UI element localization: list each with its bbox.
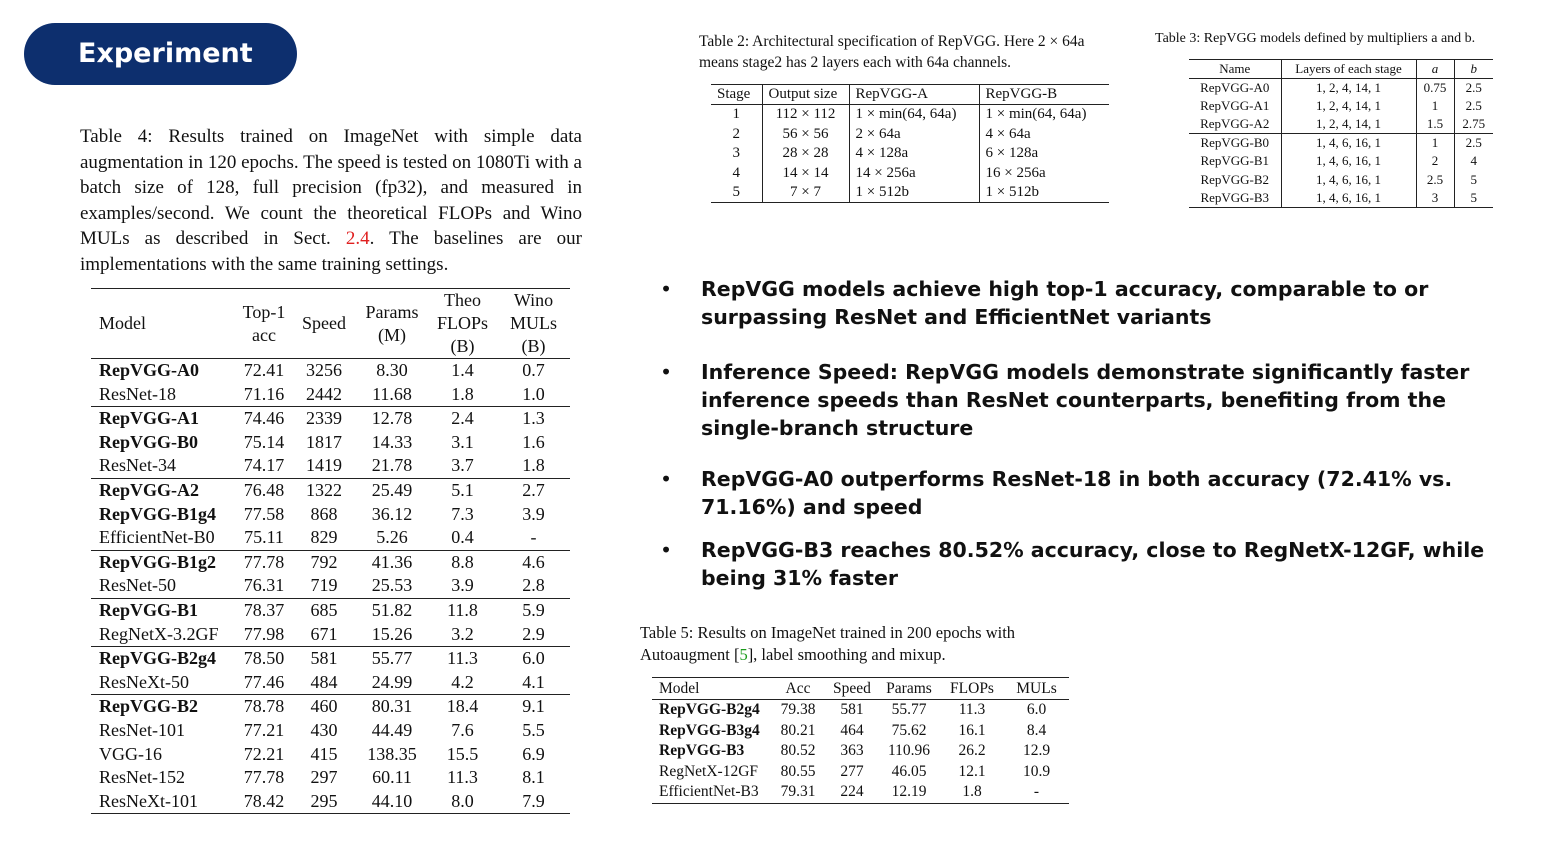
table-row xyxy=(91,383,570,407)
table-cell: 79.31 xyxy=(780,783,816,801)
table-cell: 2 × 64a xyxy=(849,125,979,144)
table-cell: 14.33 xyxy=(371,431,413,452)
table-cell: 1 × 512b xyxy=(849,183,979,203)
table-cell: 1.4 xyxy=(451,360,474,380)
section-badge: Experiment xyxy=(24,23,297,85)
table-cell: 277 xyxy=(840,762,864,780)
bullet-marker: • xyxy=(660,538,673,562)
table-cell: 719 xyxy=(310,575,338,596)
table-row xyxy=(91,766,570,790)
table-cell: 2.4 xyxy=(428,407,497,431)
table-cell: 3.7 xyxy=(451,455,474,476)
table-cell: EfficientNet-B0 xyxy=(99,527,215,548)
table-cell: 80.31 xyxy=(356,695,428,719)
table-cell: 0.75 xyxy=(1416,79,1454,98)
table-cell: 5 xyxy=(732,184,740,201)
bullet-marker: • xyxy=(660,467,673,491)
col-muls: MULs xyxy=(1004,678,1069,700)
table-cell: 16 × 256a xyxy=(979,164,1109,183)
table-cell: 7.3 xyxy=(451,503,474,524)
table2-architecture xyxy=(711,84,1109,203)
table-cell: 77.58 xyxy=(243,503,285,524)
table3-caption: Table 3: RepVGG models defined by multipliers a and b. xyxy=(1155,31,1476,46)
table-row xyxy=(1189,115,1493,134)
table-cell: 56 × 56 xyxy=(762,125,849,144)
table-cell: 1419 xyxy=(306,455,342,476)
table-cell: 2.5 xyxy=(1454,97,1493,115)
table-cell: 2.5 xyxy=(1454,79,1493,98)
table-cell: 1, 4, 6, 16, 1 xyxy=(1281,152,1416,170)
table-cell: 1.0 xyxy=(522,383,545,404)
table-row xyxy=(1189,79,1493,98)
table-cell: 8.30 xyxy=(376,360,408,380)
table-row xyxy=(91,503,570,527)
table-cell: 5.5 xyxy=(522,719,545,740)
table-cell: 415 xyxy=(310,743,338,764)
table-cell: 12.1 xyxy=(958,762,986,780)
table-cell: 1817 xyxy=(306,431,342,452)
table-cell: 11.3 xyxy=(958,701,986,718)
table-cell: - xyxy=(530,527,537,548)
table-cell: 55.77 xyxy=(356,647,428,671)
table-cell: - xyxy=(1033,783,1040,801)
table-row xyxy=(652,782,1069,803)
table-cell: 1.5 xyxy=(1416,115,1454,134)
table-cell: 6.9 xyxy=(522,743,545,764)
table-row xyxy=(652,700,1069,721)
table-row xyxy=(1189,152,1493,170)
table-cell: 1.6 xyxy=(522,431,545,452)
table2-header xyxy=(711,85,1109,105)
table-cell: 1, 2, 4, 14, 1 xyxy=(1281,97,1416,115)
table-row xyxy=(1189,134,1493,153)
col-name: Name xyxy=(1189,60,1281,79)
bullet-item: • Inference Speed: RepVGG models demonstrate significantly faster inference speeds than ResNet counterparts, benefiting from the single-branch structure xyxy=(660,360,1470,440)
table-cell: 224 xyxy=(840,783,864,801)
table-row xyxy=(91,647,570,671)
table-cell: RegNetX-3.2GF xyxy=(99,623,219,644)
table-cell: 297 xyxy=(310,767,338,788)
table-cell: 44.10 xyxy=(371,790,413,811)
table-cell: 44.49 xyxy=(371,719,413,740)
table-cell: 78.42 xyxy=(243,790,285,811)
table-cell: 484 xyxy=(310,671,338,692)
table-cell: VGG-16 xyxy=(99,743,162,764)
table-row xyxy=(91,790,570,814)
table-cell: RepVGG-A2 xyxy=(1200,116,1270,132)
table-cell: 25.53 xyxy=(371,575,413,596)
table-cell: 77.78 xyxy=(236,550,292,574)
table-cell: 75.11 xyxy=(244,527,284,548)
table-cell: 60.11 xyxy=(372,767,412,788)
table-cell: 26.2 xyxy=(958,742,986,760)
table-cell: 71.16 xyxy=(243,383,285,404)
table-cell: 3 xyxy=(732,145,740,162)
table-cell: 2.5 xyxy=(1416,171,1454,189)
table-cell: 78.78 xyxy=(236,695,292,719)
table-row xyxy=(91,478,570,502)
table-cell: 581 xyxy=(840,701,864,718)
table-cell: 295 xyxy=(310,790,338,811)
table-cell: 1 × min(64, 64a) xyxy=(979,105,1109,125)
table-cell: 112 × 112 xyxy=(762,105,849,125)
table-row xyxy=(711,105,1109,125)
table-cell: 5.9 xyxy=(497,598,570,622)
table-cell: RepVGG-B0 xyxy=(1189,134,1281,153)
table-cell: RepVGG-B2g4 xyxy=(659,701,760,718)
table-cell: 1 xyxy=(732,106,740,123)
table-cell: 110.96 xyxy=(887,742,931,760)
table-cell: 138.35 xyxy=(367,743,417,764)
col-model: Model xyxy=(91,289,236,359)
table-cell: 6.0 xyxy=(1026,701,1047,718)
table-row xyxy=(711,183,1109,203)
bullet-item: • RepVGG models achieve high top-1 accuracy, comparable to or surpassing ResNet and EfficientNet variants xyxy=(660,277,1429,329)
table3-multipliers xyxy=(1189,59,1493,208)
table-cell: ResNet-34 xyxy=(99,455,176,476)
col-repvgg-a: RepVGG-A xyxy=(849,85,979,105)
table4-header xyxy=(91,289,570,359)
table-cell: 11.8 xyxy=(428,598,497,622)
table-cell: 12.78 xyxy=(356,407,428,431)
table-cell: 6.0 xyxy=(497,647,570,671)
table-cell: RepVGG-A0 xyxy=(1200,80,1270,96)
table-cell: 6 × 128a xyxy=(979,144,1109,163)
table-row xyxy=(91,359,570,383)
table-row xyxy=(91,671,570,695)
table4-caption: Table 4: Results trained on ImageNet with simple data augmentation in 120 epochs. The speed is tested on 1080Ti with a batch size of 128, full precision (fp32), and measured in examples/second. We count the theoretical FLOPs and Wino MULs as described in Sect. 2.4. The baselines are our implementations with the same training settings. xyxy=(80,126,583,275)
table-cell: 1 × min(64, 64a) xyxy=(849,105,979,125)
table-cell: ResNet-152 xyxy=(99,767,185,788)
table-cell: 12.19 xyxy=(891,783,927,801)
table-row xyxy=(91,574,570,598)
table-cell: 8.0 xyxy=(451,790,474,811)
table-cell: 5.26 xyxy=(376,527,408,548)
table-cell: 77.21 xyxy=(243,719,285,740)
table-row xyxy=(91,407,570,431)
table-cell: 671 xyxy=(310,623,338,644)
col-stage: Stage xyxy=(711,85,762,105)
table-row xyxy=(91,454,570,478)
table-cell: RepVGG-B2 xyxy=(1200,171,1270,187)
table-cell: 5 xyxy=(1454,171,1493,189)
table-cell: RepVGG-A0 xyxy=(99,360,199,380)
table-cell: 11.3 xyxy=(447,767,478,788)
table5-header xyxy=(652,678,1069,700)
table-cell: 1, 2, 4, 14, 1 xyxy=(1281,79,1416,98)
table-cell: 76.31 xyxy=(243,575,285,596)
table-cell: 15.5 xyxy=(446,743,479,764)
table-cell: RepVGG-A2 xyxy=(91,478,236,502)
table-cell: 78.50 xyxy=(236,647,292,671)
table-cell: 1, 4, 6, 16, 1 xyxy=(1281,189,1416,208)
table-cell: 15.26 xyxy=(371,623,413,644)
table-cell: 5.1 xyxy=(428,478,497,502)
table-cell: 41.36 xyxy=(356,550,428,574)
table-cell: 7.6 xyxy=(451,719,474,740)
col-b: b xyxy=(1454,60,1493,79)
table-row xyxy=(91,550,570,574)
table-row xyxy=(91,526,570,550)
table-cell: 80.55 xyxy=(780,762,816,780)
table-cell: 0.7 xyxy=(522,360,545,380)
table-cell: 3256 xyxy=(306,360,342,380)
table-cell: 46.05 xyxy=(891,762,927,780)
table3-header xyxy=(1189,60,1493,79)
table-row xyxy=(711,144,1109,163)
table-cell: RepVGG-B2g4 xyxy=(91,647,236,671)
table-cell: RepVGG-A1 xyxy=(91,407,236,431)
col-a: a xyxy=(1416,60,1454,79)
table-cell: 2.8 xyxy=(522,575,545,596)
table-cell: EfficientNet-B3 xyxy=(659,783,759,801)
table-cell: 18.4 xyxy=(428,695,497,719)
table-cell: 8.8 xyxy=(428,550,497,574)
table-cell: 8.4 xyxy=(1026,721,1047,739)
table-cell: 1.8 xyxy=(451,383,474,404)
col-output-size: Output size xyxy=(762,85,849,105)
table-cell: 11.3 xyxy=(428,647,497,671)
table-row xyxy=(91,431,570,455)
table-cell: RepVGG-A1 xyxy=(1200,98,1270,114)
table-cell: RepVGG-B3 xyxy=(659,742,745,760)
table-cell: 75.62 xyxy=(891,721,927,739)
table-cell: 14 × 14 xyxy=(762,164,849,183)
table-cell: 4 × 64a xyxy=(979,125,1109,144)
table-cell: 28 × 28 xyxy=(762,144,849,163)
col-flops: Theo FLOPs (B) xyxy=(428,289,497,359)
table-cell: 36.12 xyxy=(371,503,413,524)
table-row xyxy=(91,598,570,622)
table-row xyxy=(91,719,570,743)
table-cell: 829 xyxy=(310,527,338,548)
table-row xyxy=(91,695,570,719)
table-row xyxy=(652,762,1069,783)
table-cell: 1, 2, 4, 14, 1 xyxy=(1281,115,1416,134)
table-cell: 76.48 xyxy=(236,478,292,502)
table-cell: ResNeXt-50 xyxy=(99,671,189,692)
table-cell: 868 xyxy=(310,503,338,524)
table-cell: 80.52 xyxy=(780,742,816,760)
table5-caption: Table 5: Results on ImageNet trained in 200 epochs with Autoaugment [5], label smoothing and mixup. xyxy=(640,623,1016,664)
table-cell: 9.1 xyxy=(497,695,570,719)
table-row xyxy=(91,623,570,647)
bullet-marker: • xyxy=(660,360,673,384)
col-flops: FLOPs xyxy=(940,678,1004,700)
table-cell: 685 xyxy=(292,598,356,622)
table-cell: 430 xyxy=(310,719,338,740)
table-cell: 581 xyxy=(292,647,356,671)
table-cell: 4.2 xyxy=(451,671,474,692)
table-cell: 1, 4, 6, 16, 1 xyxy=(1281,171,1416,189)
table-cell: 55.77 xyxy=(891,701,927,718)
col-top1: Top-1 acc xyxy=(236,289,292,359)
bullet-item: • RepVGG-A0 outperforms ResNet-18 in both accuracy (72.41% vs. 71.16%) and speed xyxy=(660,467,1453,519)
table-cell: 4.6 xyxy=(497,550,570,574)
key-findings-list xyxy=(660,275,1530,592)
table-cell: 4 xyxy=(732,164,740,181)
table-cell: 4 × 128a xyxy=(849,144,979,163)
bullet-item: • RepVGG-B3 reaches 80.52% accuracy, close to RegNetX-12GF, while being 31% faster xyxy=(660,538,1485,590)
table-cell: RepVGG-B1g4 xyxy=(99,503,216,524)
table-cell: 1322 xyxy=(292,478,356,502)
col-model: Model xyxy=(652,678,770,700)
table-cell: RepVGG-B3g4 xyxy=(659,721,760,739)
table-cell: 79.38 xyxy=(780,701,816,718)
table-cell: 2.5 xyxy=(1454,134,1493,153)
table-row xyxy=(711,125,1109,144)
table-cell: ResNet-101 xyxy=(99,719,185,740)
table-cell: ResNet-18 xyxy=(99,383,176,404)
col-params: Params (M) xyxy=(356,289,428,359)
table-cell: 2.9 xyxy=(522,623,545,644)
table-cell: 460 xyxy=(292,695,356,719)
table-cell: 2.7 xyxy=(497,478,570,502)
table-cell: 5 xyxy=(1454,189,1493,208)
table-row xyxy=(1189,171,1493,189)
col-speed: Speed xyxy=(292,289,356,359)
table-cell: 78.37 xyxy=(236,598,292,622)
table-cell: 25.49 xyxy=(356,478,428,502)
table-cell: 2.75 xyxy=(1454,115,1493,134)
table-cell: 2442 xyxy=(306,383,342,404)
table-cell: 0.4 xyxy=(451,527,474,548)
table-cell: 363 xyxy=(840,742,864,760)
table-cell: 1 × 512b xyxy=(979,183,1109,203)
table-cell: 3.2 xyxy=(451,623,474,644)
table-cell: RepVGG-B2 xyxy=(91,695,236,719)
table-cell: 1.3 xyxy=(497,407,570,431)
table-cell: 75.14 xyxy=(243,431,285,452)
table-cell: 7 × 7 xyxy=(762,183,849,203)
col-layers: Layers of each stage xyxy=(1281,60,1416,79)
table-cell: 80.21 xyxy=(780,721,816,739)
table-cell: 74.46 xyxy=(236,407,292,431)
table-cell: 72.21 xyxy=(243,743,285,764)
table-cell: 77.46 xyxy=(243,671,285,692)
table-cell: 24.99 xyxy=(371,671,413,692)
table-cell: 10.9 xyxy=(1022,762,1051,780)
table-cell: 77.78 xyxy=(243,767,285,788)
table-cell: 51.82 xyxy=(356,598,428,622)
table-cell: ResNet-50 xyxy=(99,575,176,596)
table-cell: 3.1 xyxy=(451,431,474,452)
table-row xyxy=(91,743,570,767)
table-cell: 792 xyxy=(292,550,356,574)
table-cell: RepVGG-B1g2 xyxy=(91,550,236,574)
col-speed: Speed xyxy=(826,678,878,700)
table-cell: 21.78 xyxy=(371,455,413,476)
table2-caption: Table 2: Architectural specification of RepVGG. Here 2 × 64a means stage2 has 2 layers each with 64a channels. xyxy=(699,33,1085,71)
table-cell: 4.1 xyxy=(522,671,545,692)
table-cell: 2339 xyxy=(292,407,356,431)
table-cell: 12.9 xyxy=(1022,742,1051,760)
table-cell: ResNeXt-101 xyxy=(99,790,198,811)
col-acc: Acc xyxy=(770,678,826,700)
table-cell: 464 xyxy=(840,721,864,739)
table-cell: 3.9 xyxy=(451,575,474,596)
table-cell: 72.41 xyxy=(243,360,285,380)
table-cell: 1, 4, 6, 16, 1 xyxy=(1281,134,1416,153)
col-params: Params xyxy=(878,678,940,700)
table5-results-200ep xyxy=(652,677,1069,804)
table-row xyxy=(652,741,1069,762)
table-cell: 16.1 xyxy=(958,721,986,739)
table-row xyxy=(1189,189,1493,208)
table-cell: RepVGG-B1 xyxy=(1200,153,1270,169)
table-cell: 4 xyxy=(1454,152,1493,170)
table-cell: RepVGG-B0 xyxy=(99,431,198,452)
table4-results xyxy=(91,288,570,814)
col-repvgg-b: RepVGG-B xyxy=(979,85,1109,105)
table-cell: 8.1 xyxy=(522,767,545,788)
table-cell: 77.98 xyxy=(243,623,285,644)
bullet-marker: • xyxy=(660,277,673,301)
section-ref-link[interactable]: 2.4 xyxy=(345,228,370,249)
table-cell: 3 xyxy=(1416,189,1454,208)
table-cell: RegNetX-12GF xyxy=(659,762,759,780)
table-row xyxy=(711,164,1109,183)
table-cell: 14 × 256a xyxy=(849,164,979,183)
citation-link[interactable]: 5 xyxy=(739,645,748,664)
col-muls: Wino MULs (B) xyxy=(497,289,570,359)
table-cell: 7.9 xyxy=(522,790,545,811)
table-cell: 11.68 xyxy=(372,383,412,404)
table-cell: RepVGG-B3 xyxy=(1200,189,1270,205)
table-cell: RepVGG-B1 xyxy=(91,598,236,622)
table-cell: 1 xyxy=(1416,97,1454,115)
table-cell: 2 xyxy=(732,125,740,142)
table-row xyxy=(652,721,1069,742)
table-cell: 1 xyxy=(1416,134,1454,153)
table-row xyxy=(1189,97,1493,115)
table-cell: 1.8 xyxy=(522,455,545,476)
table-cell: 74.17 xyxy=(243,455,285,476)
table-cell: 1.8 xyxy=(962,783,982,801)
table-cell: 2 xyxy=(1416,152,1454,170)
table-cell: 3.9 xyxy=(522,503,545,524)
